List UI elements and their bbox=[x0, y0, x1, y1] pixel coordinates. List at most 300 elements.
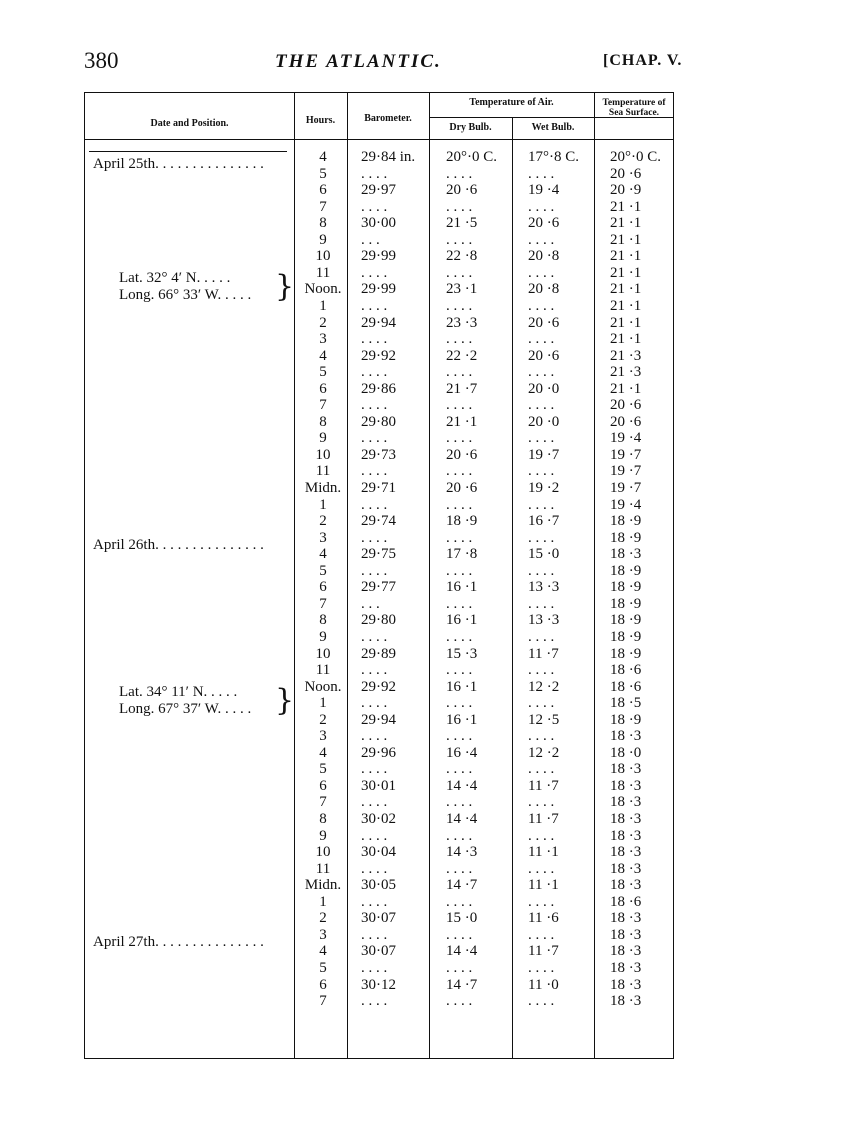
barometer-cell: . . . . bbox=[361, 662, 388, 679]
sea-temp-cell: 18 ·9 bbox=[610, 645, 642, 662]
barometer-cell: 30·00 bbox=[361, 215, 396, 232]
table-row bbox=[85, 331, 673, 348]
barometer-cell: 29·84 in. bbox=[361, 149, 416, 165]
table-row bbox=[85, 828, 673, 845]
sea-temp-cell: 18 ·9 bbox=[610, 612, 642, 629]
barometer-cell: 29·99 bbox=[361, 248, 396, 265]
dry-bulb-cell: . . . . bbox=[446, 695, 473, 712]
sea-temp-cell: 18 ·0 bbox=[610, 744, 642, 761]
hour-cell: 5 bbox=[319, 364, 327, 381]
sea-temp-cell: 21 ·1 bbox=[610, 215, 642, 232]
table-row bbox=[85, 430, 673, 447]
barometer-cell: 30·02 bbox=[361, 811, 396, 827]
wet-bulb-cell: 20 ·6 bbox=[528, 215, 560, 232]
wet-bulb-cell: 20 ·0 bbox=[528, 380, 560, 397]
wet-bulb-cell: . . . . bbox=[528, 430, 555, 447]
sea-temp-cell: 18 ·3 bbox=[610, 926, 642, 943]
table-row bbox=[85, 348, 673, 365]
barometer-cell: . . . . bbox=[361, 430, 388, 447]
dry-bulb-cell: 14 ·7 bbox=[446, 976, 478, 993]
hour-cell: 3 bbox=[319, 529, 327, 546]
wet-bulb-cell: . . . . bbox=[528, 827, 555, 844]
table-row bbox=[85, 745, 673, 762]
sea-temp-cell: 19 ·4 bbox=[610, 430, 642, 447]
dry-bulb-cell: 21 ·7 bbox=[446, 380, 478, 397]
longitude-label: Long. 67° 37′ W. . . . . bbox=[119, 701, 252, 718]
hour-cell: 6 bbox=[319, 976, 327, 993]
sea-temp-cell: 18 ·9 bbox=[610, 628, 642, 645]
hour-cell: 6 bbox=[319, 380, 327, 397]
dry-bulb-cell: . . . . bbox=[446, 662, 473, 679]
wet-bulb-cell: 11 ·7 bbox=[528, 811, 559, 827]
sea-temp-cell: 21 ·1 bbox=[610, 281, 642, 298]
wet-bulb-cell: . . . . bbox=[528, 794, 555, 811]
dry-bulb-cell: . . . . bbox=[446, 926, 473, 943]
wet-bulb-cell: . . . . bbox=[528, 926, 555, 943]
wet-bulb-cell: 19 ·4 bbox=[528, 182, 560, 199]
table-row bbox=[85, 563, 673, 580]
hour-cell: 9 bbox=[319, 827, 327, 844]
table-row bbox=[85, 182, 673, 199]
barometer-cell: 30·05 bbox=[361, 877, 396, 894]
barometer-cell: . . . . bbox=[361, 364, 388, 381]
wet-bulb-cell: . . . . bbox=[528, 959, 555, 976]
wet-bulb-cell: . . . . bbox=[528, 662, 555, 679]
hour-cell: 9 bbox=[319, 430, 327, 447]
hour-cell: 4 bbox=[319, 546, 327, 563]
hour-cell: Noon. bbox=[304, 281, 342, 298]
header-wet: Wet Bulb. bbox=[531, 122, 575, 133]
latitude-label: Lat. 32° 4′ N. . . . . bbox=[119, 270, 231, 287]
dry-bulb-cell: . . . . bbox=[446, 595, 473, 612]
barometer-cell: 29·86 bbox=[361, 380, 396, 397]
barometer-cell: . . . . bbox=[361, 728, 388, 745]
dry-bulb-cell: 15 ·0 bbox=[446, 910, 478, 927]
hour-cell: 10 bbox=[315, 645, 331, 662]
hour-cell: 6 bbox=[319, 777, 327, 794]
dry-bulb-cell: 23 ·3 bbox=[446, 314, 478, 331]
table-row bbox=[85, 497, 673, 514]
brace-icon: } bbox=[275, 269, 295, 305]
hour-cell: 11 bbox=[315, 860, 331, 877]
dry-bulb-cell: . . . . bbox=[446, 893, 473, 910]
hour-cell: 1 bbox=[319, 695, 327, 712]
sea-temp-cell: 18 ·9 bbox=[610, 579, 642, 596]
barometer-cell: 29·89 bbox=[361, 645, 396, 662]
sea-temp-cell: 21 ·1 bbox=[610, 380, 642, 397]
wet-bulb-cell: 11 ·1 bbox=[528, 877, 559, 894]
sea-temp-cell: 18 ·9 bbox=[610, 711, 642, 728]
wet-bulb-cell: . . . . bbox=[528, 297, 555, 314]
dry-bulb-cell: 14 ·3 bbox=[446, 844, 478, 861]
table-row bbox=[85, 513, 673, 530]
hour-cell: 6 bbox=[319, 182, 327, 199]
wet-bulb-cell: . . . . bbox=[528, 397, 555, 414]
wet-bulb-cell: 19 ·7 bbox=[528, 446, 560, 463]
table-row bbox=[85, 596, 673, 613]
hour-cell: Midn. bbox=[304, 480, 342, 496]
wet-bulb-cell: 20 ·8 bbox=[528, 281, 560, 298]
hour-cell: 7 bbox=[319, 993, 327, 1010]
table-row bbox=[85, 232, 673, 249]
dry-bulb-cell: . . . . bbox=[446, 430, 473, 447]
wet-bulb-cell: 19 ·2 bbox=[528, 480, 560, 496]
hour-cell: 8 bbox=[319, 811, 327, 827]
dry-bulb-cell: . . . . bbox=[446, 165, 473, 182]
table-row bbox=[85, 877, 673, 894]
dry-bulb-cell: 21 ·1 bbox=[446, 413, 478, 430]
barometer-cell: . . . bbox=[361, 231, 380, 248]
header-air: Temperature of Air. bbox=[469, 97, 554, 108]
barometer-cell: 29·77 bbox=[361, 579, 396, 596]
hour-cell: 2 bbox=[319, 314, 327, 331]
wet-bulb-cell: . . . . bbox=[528, 728, 555, 745]
barometer-cell: . . . . bbox=[361, 496, 388, 513]
dry-bulb-cell: 16 ·1 bbox=[446, 612, 478, 629]
hour-cell: 1 bbox=[319, 893, 327, 910]
dry-bulb-cell: . . . . bbox=[446, 496, 473, 513]
wet-bulb-cell: . . . . bbox=[528, 695, 555, 712]
table-row bbox=[85, 761, 673, 778]
hour-cell: 11 bbox=[315, 463, 331, 480]
hour-cell: 9 bbox=[319, 231, 327, 248]
chapter-label: [CHAP. V. bbox=[603, 52, 683, 69]
sea-temp-cell: 18 ·3 bbox=[610, 910, 642, 927]
table-row bbox=[85, 977, 673, 994]
barometer-cell: 29·73 bbox=[361, 446, 396, 463]
barometer-cell: . . . . bbox=[361, 297, 388, 314]
table-row bbox=[85, 993, 673, 1010]
wet-bulb-cell: . . . . bbox=[528, 364, 555, 381]
sea-temp-cell: 18 ·3 bbox=[610, 794, 642, 811]
barometer-cell: 29·94 bbox=[361, 314, 396, 331]
table-row bbox=[85, 646, 673, 663]
sea-temp-cell: 18 ·3 bbox=[610, 761, 642, 778]
wet-bulb-cell: 12 ·2 bbox=[528, 678, 560, 695]
hour-cell: 7 bbox=[319, 595, 327, 612]
dry-bulb-cell: . . . . bbox=[446, 463, 473, 480]
table-row bbox=[85, 794, 673, 811]
hour-cell: 6 bbox=[319, 579, 327, 596]
barometer-cell: . . . . bbox=[361, 397, 388, 414]
hour-cell: 5 bbox=[319, 761, 327, 778]
barometer-cell: . . . bbox=[361, 595, 380, 612]
barometer-cell: . . . . bbox=[361, 165, 388, 182]
dry-bulb-cell: 16 ·4 bbox=[446, 744, 478, 761]
table-row bbox=[85, 728, 673, 745]
sea-temp-cell: 18 ·3 bbox=[610, 877, 642, 894]
table-top-rule bbox=[85, 92, 673, 93]
table-row bbox=[85, 579, 673, 596]
barometer-cell: 29·92 bbox=[361, 678, 396, 695]
dry-bulb-cell: 16 ·1 bbox=[446, 711, 478, 728]
hour-cell: 5 bbox=[319, 959, 327, 976]
sea-temp-cell: 21 ·3 bbox=[610, 364, 642, 381]
barometer-cell: 29·75 bbox=[361, 546, 396, 563]
hour-cell: 1 bbox=[319, 297, 327, 314]
wet-bulb-cell: 15 ·0 bbox=[528, 546, 560, 563]
hour-cell: 2 bbox=[319, 711, 327, 728]
sea-temp-cell: 18 ·3 bbox=[610, 728, 642, 745]
dry-bulb-cell: . . . . bbox=[446, 231, 473, 248]
barometer-cell: . . . . bbox=[361, 827, 388, 844]
hour-cell: 8 bbox=[319, 413, 327, 430]
hour-cell: Midn. bbox=[304, 877, 342, 894]
table-row bbox=[85, 811, 673, 828]
barometer-cell: . . . . bbox=[361, 926, 388, 943]
hour-cell: 3 bbox=[319, 728, 327, 745]
dry-bulb-cell: 14 ·4 bbox=[446, 943, 478, 960]
header-bottom-rule bbox=[85, 139, 673, 140]
latitude-label: Lat. 34° 11′ N. . . . . bbox=[119, 684, 238, 701]
sea-temp-cell: 20 ·6 bbox=[610, 165, 642, 182]
barometer-cell: 30·07 bbox=[361, 910, 396, 927]
barometer-cell: 29·92 bbox=[361, 347, 396, 364]
hour-cell: 4 bbox=[319, 347, 327, 364]
hour-cell: 8 bbox=[319, 612, 327, 629]
dry-bulb-cell: . . . . bbox=[446, 297, 473, 314]
hour-cell: 7 bbox=[319, 794, 327, 811]
wet-bulb-cell: . . . . bbox=[528, 529, 555, 546]
hour-cell: 9 bbox=[319, 628, 327, 645]
hour-cell: 11 bbox=[315, 662, 331, 679]
wet-bulb-cell: . . . . bbox=[528, 562, 555, 579]
sea-temp-cell: 21 ·1 bbox=[610, 314, 642, 331]
barometer-cell: . . . . bbox=[361, 463, 388, 480]
wet-bulb-cell: 11 ·7 bbox=[528, 943, 559, 960]
running-title: THE ATLANTIC. bbox=[275, 51, 442, 72]
dry-bulb-cell: . . . . bbox=[446, 794, 473, 811]
sea-temp-cell: 21 ·1 bbox=[610, 248, 642, 265]
hour-cell: 10 bbox=[315, 446, 331, 463]
wet-bulb-cell: . . . . bbox=[528, 264, 555, 281]
dry-bulb-cell: . . . . bbox=[446, 331, 473, 348]
barometer-cell: . . . . bbox=[361, 993, 388, 1010]
barometer-cell: 29·74 bbox=[361, 513, 396, 530]
date-label: April 25th. . . . . . . . . . . . . . . bbox=[93, 156, 264, 172]
dry-bulb-cell: . . . . bbox=[446, 562, 473, 579]
hour-cell: 3 bbox=[319, 331, 327, 348]
dry-bulb-cell: 14 ·4 bbox=[446, 777, 478, 794]
sea-temp-cell: 19 ·7 bbox=[610, 446, 642, 463]
sea-temp-cell: 18 ·3 bbox=[610, 976, 642, 993]
sea-temp-cell: 18 ·3 bbox=[610, 943, 642, 960]
table-row bbox=[85, 463, 673, 480]
barometer-cell: 29·96 bbox=[361, 744, 396, 761]
sea-temp-cell: 21 ·1 bbox=[610, 264, 642, 281]
wet-bulb-cell: . . . . bbox=[528, 993, 555, 1010]
dry-bulb-cell: 21 ·5 bbox=[446, 215, 478, 232]
dry-bulb-cell: . . . . bbox=[446, 397, 473, 414]
wet-bulb-cell: . . . . bbox=[528, 165, 555, 182]
dry-bulb-cell: . . . . bbox=[446, 529, 473, 546]
sea-temp-cell: 19 ·4 bbox=[610, 496, 642, 513]
barometer-cell: . . . . bbox=[361, 761, 388, 778]
table-row bbox=[85, 397, 673, 414]
wet-bulb-cell: 20 ·0 bbox=[528, 413, 560, 430]
dry-bulb-cell: 16 ·1 bbox=[446, 678, 478, 695]
hour-cell: 7 bbox=[319, 397, 327, 414]
sea-temp-cell: 18 ·3 bbox=[610, 811, 642, 827]
date-label: April 27th. . . . . . . . . . . . . . . bbox=[93, 933, 264, 950]
sea-temp-cell: 21 ·3 bbox=[610, 347, 642, 364]
dry-bulb-cell: 22 ·2 bbox=[446, 347, 478, 364]
page-number: 380 bbox=[84, 48, 119, 73]
hour-cell: 4 bbox=[319, 149, 327, 165]
hour-cell: 2 bbox=[319, 910, 327, 927]
dry-bulb-cell: 18 ·9 bbox=[446, 513, 478, 530]
sea-temp-cell: 18 ·3 bbox=[610, 827, 642, 844]
dry-bulb-cell: . . . . bbox=[446, 364, 473, 381]
hour-cell: 7 bbox=[319, 198, 327, 215]
wet-bulb-cell: . . . . bbox=[528, 331, 555, 348]
barometer-cell: 30·01 bbox=[361, 777, 396, 794]
wet-bulb-cell: 17°·8 C. bbox=[528, 149, 579, 165]
dry-bulb-cell: 14 ·4 bbox=[446, 811, 478, 827]
wet-bulb-cell: 20 ·6 bbox=[528, 347, 560, 364]
header-date: Date and Position. bbox=[150, 118, 229, 129]
table-row bbox=[85, 248, 673, 265]
sea-temp-cell: 18 ·9 bbox=[610, 595, 642, 612]
wet-bulb-cell: . . . . bbox=[528, 628, 555, 645]
wet-bulb-cell: . . . . bbox=[528, 463, 555, 480]
dry-bulb-cell: . . . . bbox=[446, 264, 473, 281]
hour-cell: 11 bbox=[315, 264, 331, 281]
table-row bbox=[85, 381, 673, 398]
dry-bulb-cell: . . . . bbox=[446, 827, 473, 844]
dry-bulb-cell: 20°·0 C. bbox=[446, 149, 497, 165]
header-sea: Temperature of Sea Surface. bbox=[602, 98, 666, 118]
barometer-cell: 29·94 bbox=[361, 711, 396, 728]
wet-bulb-cell: 11 ·1 bbox=[528, 844, 559, 861]
sea-temp-cell: 18 ·3 bbox=[610, 860, 642, 877]
wet-bulb-cell: . . . . bbox=[528, 860, 555, 877]
header-barometer: Barometer. bbox=[364, 113, 412, 124]
barometer-cell: . . . . bbox=[361, 695, 388, 712]
wet-bulb-cell: 12 ·2 bbox=[528, 744, 560, 761]
hour-cell: 4 bbox=[319, 744, 327, 761]
brace-icon: } bbox=[275, 683, 295, 719]
barometer-cell: . . . . bbox=[361, 794, 388, 811]
barometer-cell: 29·71 bbox=[361, 480, 396, 496]
wet-bulb-cell: 11 ·7 bbox=[528, 777, 559, 794]
table-row bbox=[85, 778, 673, 795]
sea-temp-cell: 19 ·7 bbox=[610, 480, 642, 496]
dry-bulb-cell: . . . . bbox=[446, 628, 473, 645]
dry-bulb-cell: 16 ·1 bbox=[446, 579, 478, 596]
table-row bbox=[85, 960, 673, 977]
barometer-cell: 29·80 bbox=[361, 413, 396, 430]
hour-cell: 2 bbox=[319, 513, 327, 530]
wet-bulb-cell: 13 ·3 bbox=[528, 612, 560, 629]
dry-bulb-cell: . . . . bbox=[446, 198, 473, 215]
table-row bbox=[85, 447, 673, 464]
sea-temp-cell: 18 ·3 bbox=[610, 993, 642, 1010]
barometer-cell: . . . . bbox=[361, 264, 388, 281]
sea-temp-cell: 20 ·6 bbox=[610, 413, 642, 430]
hour-cell: 3 bbox=[319, 926, 327, 943]
header-dry: Dry Bulb. bbox=[449, 122, 492, 133]
wet-bulb-cell: 11 ·0 bbox=[528, 976, 559, 993]
dry-bulb-cell: 17 ·8 bbox=[446, 546, 478, 563]
table-row bbox=[85, 894, 673, 911]
barometer-cell: . . . . bbox=[361, 893, 388, 910]
sea-temp-cell: 18 ·9 bbox=[610, 529, 642, 546]
table-row bbox=[85, 480, 673, 497]
dry-bulb-cell: . . . . bbox=[446, 993, 473, 1010]
sea-temp-cell: 18 ·6 bbox=[610, 662, 642, 679]
table-row bbox=[85, 662, 673, 679]
wet-bulb-cell: . . . . bbox=[528, 761, 555, 778]
hour-cell: 1 bbox=[319, 496, 327, 513]
dry-bulb-cell: 20 ·6 bbox=[446, 446, 478, 463]
barometer-cell: 30·12 bbox=[361, 976, 396, 993]
wet-bulb-cell: 20 ·8 bbox=[528, 248, 560, 265]
wet-bulb-cell: 12 ·5 bbox=[528, 711, 560, 728]
table-row bbox=[85, 215, 673, 232]
wet-bulb-cell: . . . . bbox=[528, 893, 555, 910]
sea-temp-cell: 18 ·6 bbox=[610, 893, 642, 910]
table-row bbox=[85, 629, 673, 646]
hour-cell: 5 bbox=[319, 165, 327, 182]
sea-temp-cell: 18 ·9 bbox=[610, 513, 642, 530]
wet-bulb-cell: 11 ·7 bbox=[528, 645, 559, 662]
wet-bulb-cell: . . . . bbox=[528, 198, 555, 215]
wet-bulb-cell: 16 ·7 bbox=[528, 513, 560, 530]
barometer-cell: . . . . bbox=[361, 529, 388, 546]
sea-temp-cell: 21 ·1 bbox=[610, 297, 642, 314]
wet-bulb-cell: 11 ·6 bbox=[528, 910, 559, 927]
dry-bulb-cell: 15 ·3 bbox=[446, 645, 478, 662]
sea-temp-cell: 21 ·1 bbox=[610, 231, 642, 248]
table-row bbox=[85, 910, 673, 927]
header-hours: Hours. bbox=[305, 115, 336, 126]
wet-bulb-cell: . . . . bbox=[528, 595, 555, 612]
sea-temp-cell: 21 ·1 bbox=[610, 198, 642, 215]
barometer-cell: . . . . bbox=[361, 198, 388, 215]
sea-temp-cell: 18 ·3 bbox=[610, 546, 642, 563]
table-row bbox=[85, 414, 673, 431]
dry-bulb-cell: . . . . bbox=[446, 959, 473, 976]
hour-cell: 4 bbox=[319, 943, 327, 960]
barometer-cell: . . . . bbox=[361, 331, 388, 348]
sea-temp-cell: 18 ·3 bbox=[610, 959, 642, 976]
barometer-cell: 29·99 bbox=[361, 281, 396, 298]
table-row bbox=[85, 612, 673, 629]
sea-temp-cell: 21 ·1 bbox=[610, 331, 642, 348]
barometer-cell: 30·07 bbox=[361, 943, 396, 960]
sea-temp-cell: 18 ·3 bbox=[610, 844, 642, 861]
wet-bulb-cell: 20 ·6 bbox=[528, 314, 560, 331]
dry-bulb-cell: . . . . bbox=[446, 761, 473, 778]
sea-temp-cell: 20 ·6 bbox=[610, 397, 642, 414]
dry-bulb-cell: 14 ·7 bbox=[446, 877, 478, 894]
dry-bulb-cell: 23 ·1 bbox=[446, 281, 478, 298]
table-row bbox=[85, 844, 673, 861]
dry-bulb-cell: 20 ·6 bbox=[446, 182, 478, 199]
barometer-cell: . . . . bbox=[361, 562, 388, 579]
sea-temp-cell: 18 ·3 bbox=[610, 777, 642, 794]
wet-bulb-cell: . . . . bbox=[528, 231, 555, 248]
hour-cell: 10 bbox=[315, 844, 331, 861]
barometer-cell: 29·97 bbox=[361, 182, 396, 199]
table-row bbox=[85, 315, 673, 332]
sea-temp-cell: 19 ·7 bbox=[610, 463, 642, 480]
barometer-cell: . . . . bbox=[361, 628, 388, 645]
hour-cell: 8 bbox=[319, 215, 327, 232]
date-label: April 26th. . . . . . . . . . . . . . . bbox=[93, 536, 264, 553]
sea-temp-cell: 18 ·6 bbox=[610, 678, 642, 695]
